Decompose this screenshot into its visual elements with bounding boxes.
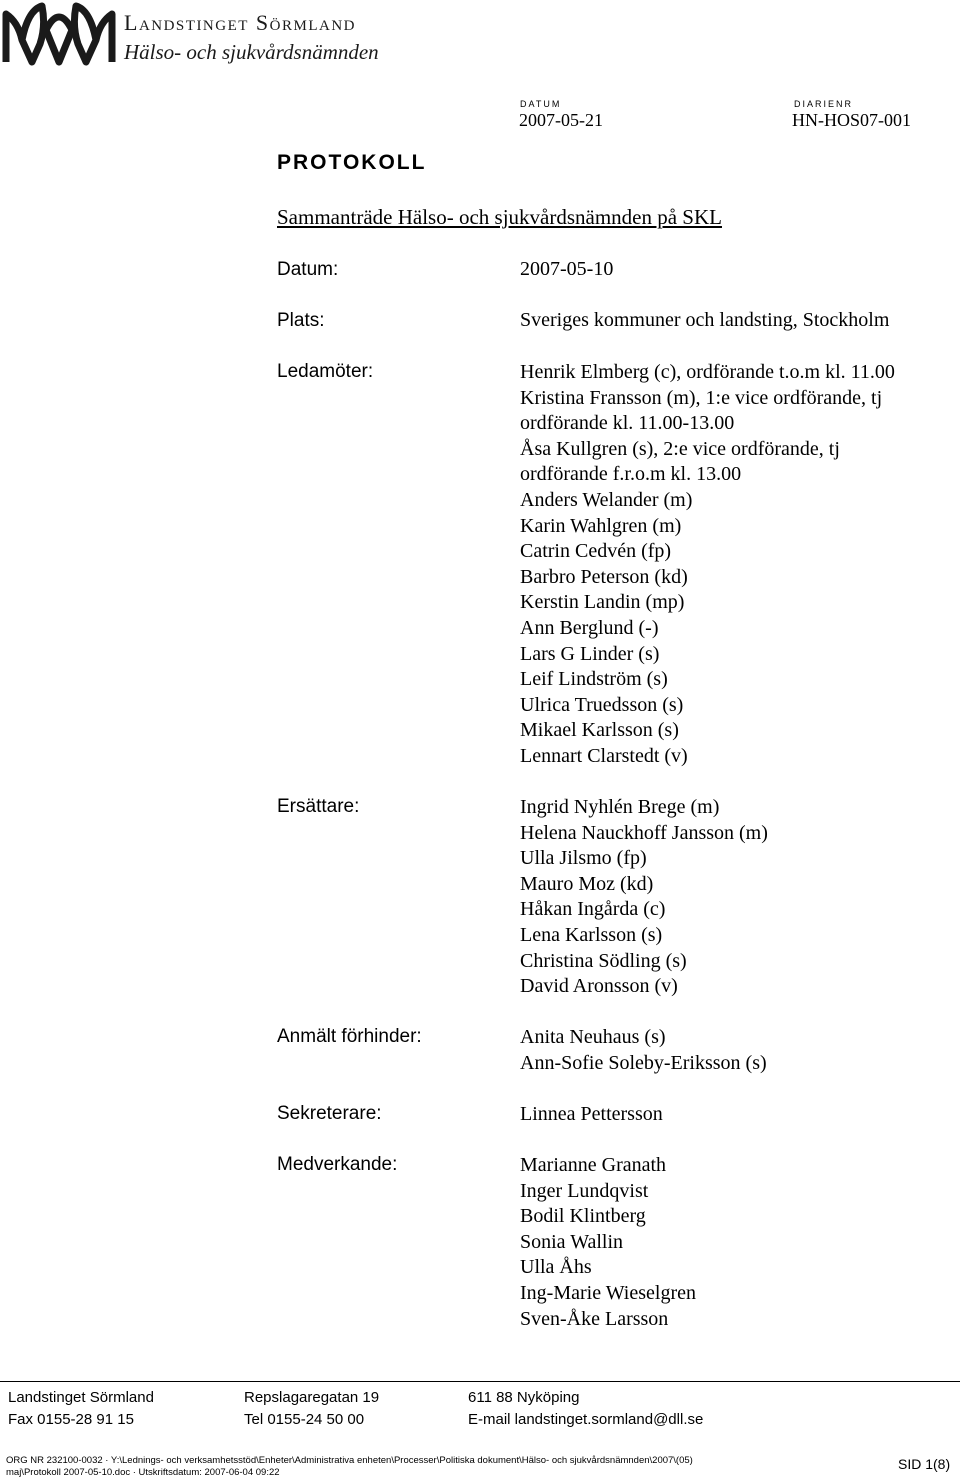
list-item: David Aronsson (v) <box>520 975 678 998</box>
meeting-subject: Sammanträde Hälso- och sjukvårdsnämnden på SKL <box>277 205 722 229</box>
footer-tel: Tel 0155-24 50 00 <box>244 1411 365 1428</box>
list-item: Inger Lundqvist <box>520 1179 649 1202</box>
tulip-logo-icon <box>0 0 118 66</box>
medverkande-list <box>520 1153 696 1332</box>
list-item: Ingrid Nyhlén Brege (m) <box>520 796 720 818</box>
plats-value: Sveriges kommuner och landsting, Stockholm <box>520 309 890 331</box>
list-item: Helena Nauckhoff Jansson (m) <box>520 821 768 844</box>
list-item: ordförande kl. 11.00-13.00 <box>520 412 735 435</box>
list-item: Lars G Linder (s) <box>520 642 660 665</box>
list-item: Ulrica Truedsson (s) <box>520 693 684 716</box>
medverkande-label: Medverkande: <box>277 1154 398 1175</box>
list-item: Mauro Moz (kd) <box>520 872 654 895</box>
list-item: Catrin Cedvén (fp) <box>520 540 672 563</box>
list-item: Mikael Karlsson (s) <box>520 719 679 742</box>
footer-org-nr-line1: ORG NR 232100-0032 · Y:\Lednings- och verksamhetsstöd\Enheter\Administrativa enheten\Processer\Politiska dokument\Hälso- och sjukvårdsnämnden\2007\(05) <box>6 1455 693 1466</box>
list-item: Ing-Marie Wieselgren <box>520 1281 696 1304</box>
list-item: Ann Berglund (-) <box>520 616 659 639</box>
date-label: DATUM <box>520 99 562 109</box>
list-item: Sonia Wallin <box>520 1230 624 1253</box>
footer-org: Landstinget Sörmland <box>8 1389 154 1406</box>
list-item: Henrik Elmberg (c), ordförande t.o.m kl. 11.00 <box>520 361 895 383</box>
list-item: Håkan Ingårda (c) <box>520 898 666 921</box>
ledamoter-label: Ledamöter: <box>277 361 374 382</box>
list-item: Ulla Jilsmo (fp) <box>520 847 647 870</box>
list-item: Leif Lindström (s) <box>520 668 668 691</box>
list-item: Lennart Clarstedt (v) <box>520 744 688 767</box>
list-item: Ann-Sofie Soleby-Eriksson (s) <box>520 1051 767 1074</box>
list-item: Karin Wahlgren (m) <box>520 514 682 537</box>
diary-label: DIARIENR <box>794 99 854 109</box>
footer-divider <box>0 1381 960 1382</box>
list-item: Linnea Pettersson <box>520 1103 663 1125</box>
footer-org-nr-line2: maj\Protokoll 2007-05-10.doc · Utskriftsdatum: 2007-06-04 09:22 <box>6 1467 280 1478</box>
datum-value: 2007-05-10 <box>520 258 614 280</box>
list-item: Åsa Kullgren (s), 2:e vice ordförande, tj <box>520 437 840 460</box>
footer-street: Repslagaregatan 19 <box>244 1389 380 1406</box>
organization-name: Landstinget Sörmland <box>124 10 356 35</box>
datum-label: Datum: <box>277 259 339 280</box>
sekreterare-list <box>520 1102 663 1128</box>
list-item: ordförande f.r.o.m kl. 13.00 <box>520 463 742 486</box>
date-value: 2007-05-21 <box>519 110 603 130</box>
list-item: Barbro Peterson (kd) <box>520 565 688 588</box>
footer-fax: Fax 0155-28 91 15 <box>8 1411 134 1428</box>
list-item: Marianne Granath <box>520 1154 667 1176</box>
document-title: PROTOKOLL <box>277 151 427 174</box>
page-number: SID 1(8) <box>898 1456 951 1472</box>
diary-value: HN-HOS07-001 <box>792 110 911 130</box>
forhinder-label: Anmält förhinder: <box>277 1026 422 1047</box>
footer-email: E-mail landstinget.sormland@dll.se <box>468 1411 704 1428</box>
list-item: Anders Welander (m) <box>520 488 693 511</box>
list-item: Kerstin Landin (mp) <box>520 591 685 614</box>
forhinder-list <box>520 1025 767 1076</box>
list-item: Kristina Fransson (m), 1:e vice ordförande, tj <box>520 386 883 409</box>
ersattare-list <box>520 795 768 1000</box>
list-item: Sven-Åke Larsson <box>520 1307 669 1330</box>
list-item: Ulla Åhs <box>520 1256 592 1279</box>
organization-subtitle: Hälso- och sjukvårdsnämnden <box>124 40 379 64</box>
list-item: Anita Neuhaus (s) <box>520 1026 666 1048</box>
ledamoter-list <box>520 360 895 770</box>
list-item: Bodil Klintberg <box>520 1205 646 1228</box>
sekreterare-label: Sekreterare: <box>277 1103 382 1124</box>
ersattare-label: Ersättare: <box>277 796 360 817</box>
plats-label: Plats: <box>277 310 325 331</box>
list-item: Lena Karlsson (s) <box>520 923 663 946</box>
footer-postal: 611 88 Nyköping <box>468 1389 580 1406</box>
list-item: Christina Södling (s) <box>520 949 687 972</box>
